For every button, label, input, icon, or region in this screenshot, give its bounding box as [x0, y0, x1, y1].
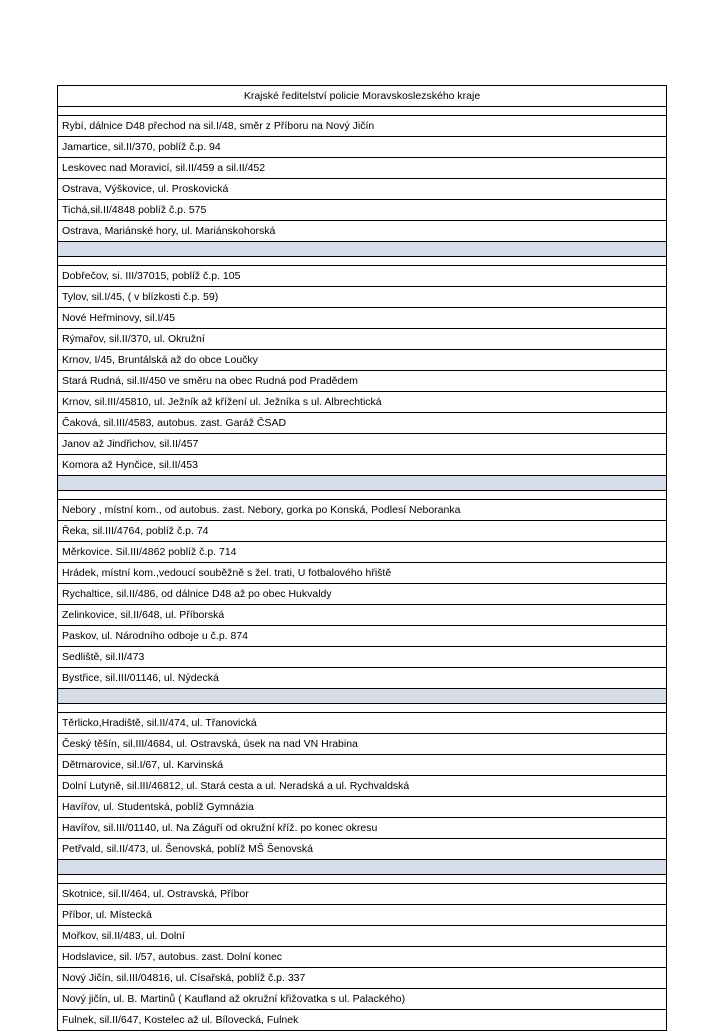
table-row: [58, 647, 667, 668]
table-row: [58, 563, 667, 584]
table-row: [58, 584, 667, 605]
location-cell: Leskovec nad Moravicí, sil.II/459 a sil.II/452: [58, 158, 667, 179]
table-row: [58, 200, 667, 221]
location-cell: Tichá,sil.II/4848 poblíž č.p. 575: [58, 200, 667, 221]
location-cell: Janov až Jindřichov, sil.II/457: [58, 434, 667, 455]
table-row: [58, 371, 667, 392]
location-cell: Rychaltice, sil.II/486, od dálnice D48 až po obec Hukvaldy: [58, 584, 667, 605]
table-row: [58, 521, 667, 542]
table-row: [58, 455, 667, 476]
location-cell: Petřvald, sil.II/473, ul. Šenovská, poblíž MŠ Šenovská: [58, 839, 667, 860]
location-cell: Řeka, sil.III/4764, poblíž č.p. 74: [58, 521, 667, 542]
table-row: [58, 626, 667, 647]
location-cell: Ostrava, Výškovice, ul. Proskovická: [58, 179, 667, 200]
location-cell: Čaková, sil.III/4583, autobus. zast. Garáž ČSAD: [58, 413, 667, 434]
location-cell: Havířov, sil.III/01140, ul. Na Záguří od okružní kříž. po konec okresu: [58, 818, 667, 839]
location-cell: Český těšín, sil.III/4684, ul. Ostravská, úsek na nad VN Hrabina: [58, 734, 667, 755]
table-row: [58, 329, 667, 350]
location-cell: Dobřečov, si. III/37015, poblíž č.p. 105: [58, 266, 667, 287]
location-cell: Bystřice, sil.III/01146, ul. Nýdecká: [58, 668, 667, 689]
table-row: [58, 266, 667, 287]
location-cell: Hrádek, místní kom.,vedoucí souběžně s žel. trati, U fotbalového hřiště: [58, 563, 667, 584]
location-cell: Nový Jičín, sil.III/04816, ul. Císařská, poblíž č.p. 337: [58, 968, 667, 989]
location-cell: Sedliště, sil.II/473: [58, 647, 667, 668]
location-cell: Krnov, I/45, Bruntálská až do obce Loučky: [58, 350, 667, 371]
table-row: [58, 350, 667, 371]
location-cell: Nebory , místní kom., od autobus. zast. Nebory, gorka po Konská, Podlesí Neboranka: [58, 500, 667, 521]
group-separator-cell: [58, 476, 667, 491]
table-row: [58, 116, 667, 137]
location-cell: Měrkovice. Sil.III/4862 poblíž č.p. 714: [58, 542, 667, 563]
group-separator-row: [58, 689, 667, 704]
spacer-row: [58, 704, 667, 713]
group-separator-row: [58, 242, 667, 257]
location-cell: Komora až Hynčice, sil.II/453: [58, 455, 667, 476]
table-row: [58, 221, 667, 242]
location-cell: Skotnice, sil.II/464, ul. Ostravská, Příbor: [58, 884, 667, 905]
location-cell: Dětmarovice, sil.I/67, ul. Karvinská: [58, 755, 667, 776]
location-cell: Rybí, dálnice D48 přechod na sil.I/48, směr z Příboru na Nový Jičín: [58, 116, 667, 137]
location-cell: Stará Rudná, sil.II/450 ve směru na obec Rudná pod Pradědem: [58, 371, 667, 392]
group-separator-row: [58, 860, 667, 875]
spacer-row: [58, 875, 667, 884]
table-row: [58, 926, 667, 947]
table-row: [58, 413, 667, 434]
spacer-row: [58, 491, 667, 500]
table-row: [58, 542, 667, 563]
table-row: [58, 158, 667, 179]
location-cell: Dolní Lutyně, sil.III/46812, ul. Stará cesta a ul. Neradská a ul. Rychvaldská: [58, 776, 667, 797]
spacer-cell: [58, 875, 667, 884]
spacer-row: [58, 257, 667, 266]
location-cell: Jamartice, sil.II/370, poblíž č.p. 94: [58, 137, 667, 158]
table-row: [58, 179, 667, 200]
location-cell: Fulnek, sil.II/647, Kostelec až ul. Bílovecká, Fulnek: [58, 1010, 667, 1031]
table-row: [58, 905, 667, 926]
table-row: [58, 713, 667, 734]
group-separator-cell: [58, 860, 667, 875]
spacer-cell: [58, 107, 667, 116]
locations-table: [57, 85, 667, 1031]
location-cell: Zelinkovice, sil.II/648, ul. Příborská: [58, 605, 667, 626]
table-header-row: [58, 86, 667, 107]
table-row: [58, 968, 667, 989]
group-separator-row: [58, 476, 667, 491]
table-row: [58, 776, 667, 797]
table-row: [58, 755, 667, 776]
location-cell: Ostrava, Mariánské hory, ul. Mariánskohorská: [58, 221, 667, 242]
location-cell: Příbor, ul. Místecká: [58, 905, 667, 926]
table-header-cell: Krajské ředitelství policie Moravskoslezského kraje: [58, 86, 667, 107]
spacer-row: [58, 107, 667, 116]
location-cell: Hodslavice, sil. I/57, autobus. zast. Dolní konec: [58, 947, 667, 968]
spacer-cell: [58, 704, 667, 713]
table-row: [58, 734, 667, 755]
locations-table-body: [58, 86, 667, 1031]
table-row: [58, 947, 667, 968]
location-cell: Tylov, sil.I/45, ( v blízkosti č.p. 59): [58, 287, 667, 308]
location-cell: Mořkov, sil.II/483, ul. Dolní: [58, 926, 667, 947]
location-cell: Nové Heřminovy, sil.I/45: [58, 308, 667, 329]
spacer-cell: [58, 491, 667, 500]
group-separator-cell: [58, 242, 667, 257]
table-row: [58, 605, 667, 626]
table-row: [58, 500, 667, 521]
spacer-cell: [58, 257, 667, 266]
table-row: [58, 818, 667, 839]
location-cell: Nový jičín, ul. B. Martinů ( Kaufland až okružní křižovatka s ul. Palackého): [58, 989, 667, 1010]
location-cell: Krnov, sil.III/45810, ul. Ježník až křížení ul. Ježníka s ul. Albrechtická: [58, 392, 667, 413]
table-row: [58, 839, 667, 860]
table-row: [58, 308, 667, 329]
table-row: [58, 392, 667, 413]
location-cell: Havířov, ul. Studentská, poblíž Gymnázia: [58, 797, 667, 818]
table-row: [58, 287, 667, 308]
location-cell: Paskov, ul. Národního odboje u č.p. 874: [58, 626, 667, 647]
table-row: [58, 797, 667, 818]
location-cell: Rýmařov, sil.II/370, ul. Okružní: [58, 329, 667, 350]
group-separator-cell: [58, 689, 667, 704]
table-row: [58, 989, 667, 1010]
table-row: [58, 668, 667, 689]
table-row: [58, 884, 667, 905]
table-row: [58, 1010, 667, 1031]
table-row: [58, 434, 667, 455]
table-row: [58, 137, 667, 158]
location-cell: Těrlicko,Hradiště, sil.II/474, ul. Třanovická: [58, 713, 667, 734]
